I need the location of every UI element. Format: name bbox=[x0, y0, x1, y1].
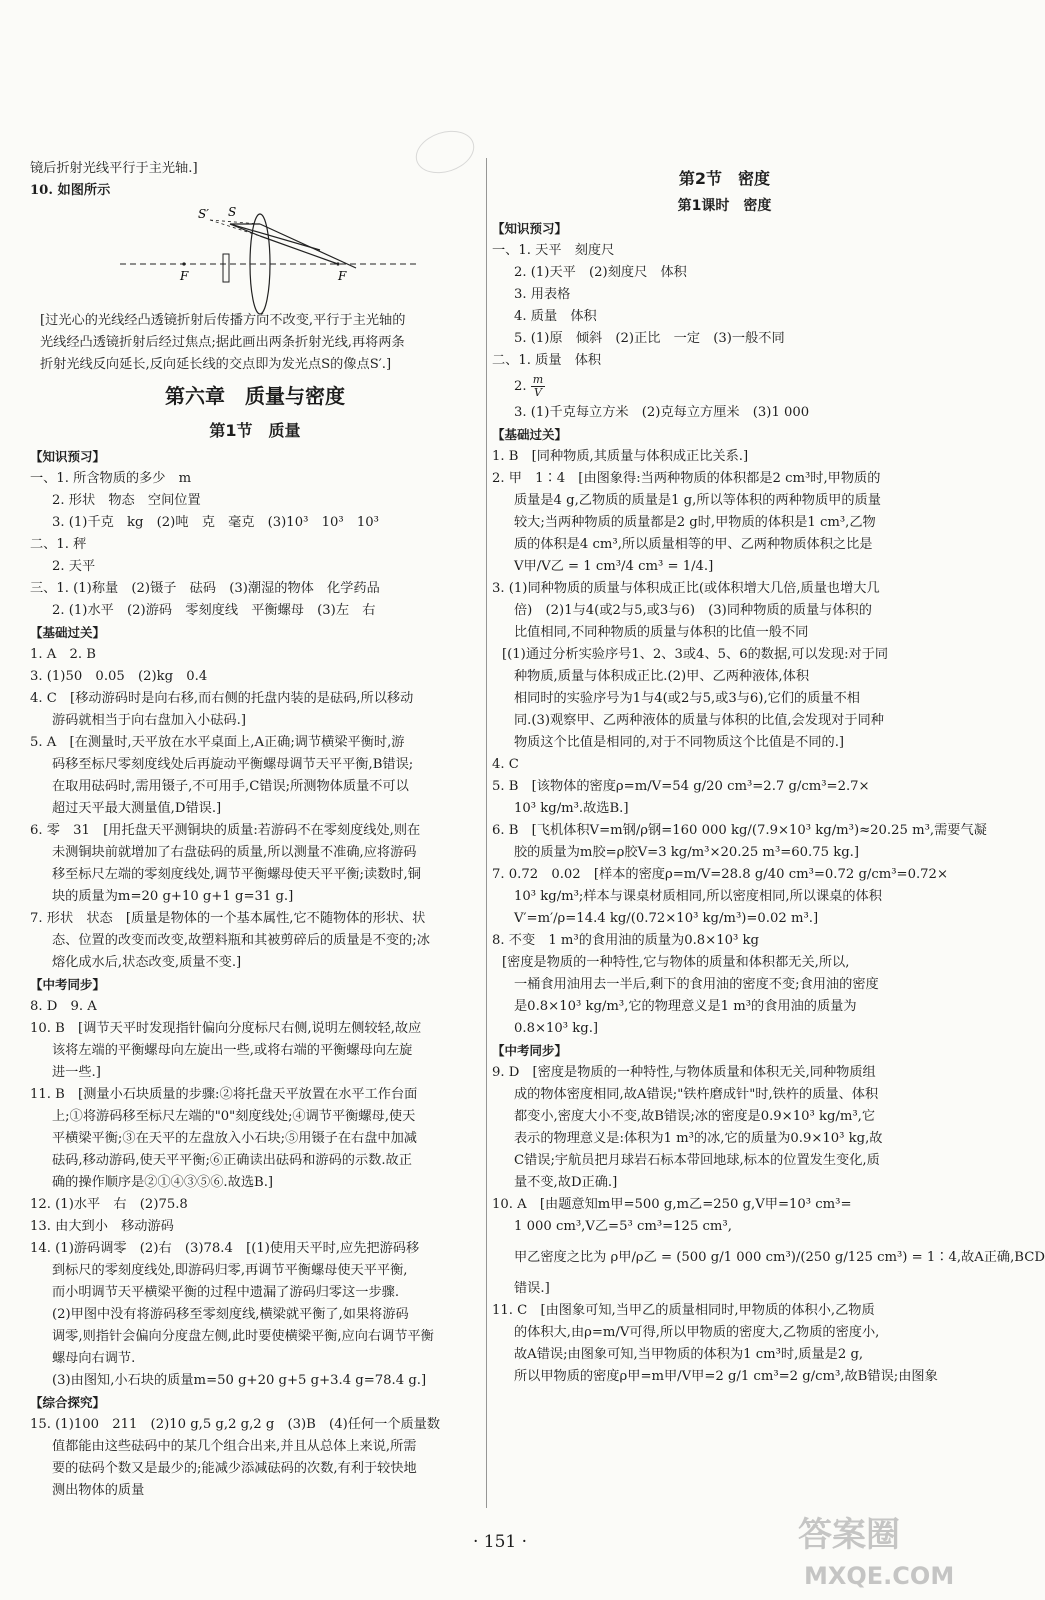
page-number: · 151 · bbox=[472, 1532, 528, 1552]
answer-line: 3. (1)同种物质的质量与体积成正比(或体积增大几倍,质量也增大几 bbox=[492, 581, 880, 596]
answer-line: 3. 用表格 bbox=[514, 287, 571, 302]
section-header-exam: 【中考同步】 bbox=[30, 977, 106, 992]
answer-line: 3. (1)50 0.05 (2)kg 0.4 bbox=[30, 669, 208, 684]
item-number: 2. bbox=[514, 379, 527, 394]
answer-line: 表示的物理意义是:体积为1 m³的冰,它的质量为0.9×10³ kg,故 bbox=[514, 1131, 883, 1146]
answer-line: 一、1. 所含物质的多少 m bbox=[30, 471, 192, 486]
question-10: 10. 如图所示 bbox=[30, 183, 111, 198]
answer-line: 码移至标尺零刻度线处后再旋动平衡螺母调节天平平衡,B错误; bbox=[52, 757, 414, 772]
answer-line: 质量是4 g,乙物质的质量是1 g,所以等体积的两种物质甲的质量 bbox=[514, 493, 881, 508]
answer-line: 2. 天平 bbox=[52, 559, 96, 574]
answer-line: 成的物体密度相同,故A错误;"铁杵磨成针"时,铁杵的质量、体积 bbox=[514, 1087, 879, 1102]
answer-line: 确的操作顺序是②①④③⑤⑥.故选B.] bbox=[52, 1175, 274, 1190]
lesson-title: 第1课时 密度 bbox=[677, 198, 772, 214]
answer-line: 2. 甲 1∶4 [由图象得:当两种物质的体积都是2 cm³时,甲物质的 bbox=[492, 471, 881, 486]
watermark-text-bottom: MXQE.COM bbox=[804, 1562, 955, 1590]
convex-lens-ray-diagram bbox=[120, 202, 420, 310]
answer-line: 质的体积是4 cm³,所以质量相等的甲、乙两种物质体积之比是 bbox=[514, 537, 873, 552]
central-ray bbox=[230, 224, 320, 250]
answer-line: 熔化成水后,状态改变,质量不变.] bbox=[52, 955, 242, 970]
answer-line: 1. B [同种物质,其质量与体积成正比关系.] bbox=[492, 449, 749, 464]
section-title: 第1节 质量 bbox=[209, 421, 301, 440]
answer-line: 一、1. 天平 刻度尺 bbox=[492, 243, 615, 258]
answer-line: 所以甲物质的密度ρ甲=m甲/V甲=2 g/1 cm³=2 g/cm³,故B错误;由图象 bbox=[514, 1369, 938, 1384]
explanation-line: 折射光线反向延长,反向延长线的交点即为发光点S的像点S′.] bbox=[40, 357, 392, 372]
answer-line: 10³ kg/m³;样本与课桌材质相同,所以密度相同,所以课桌的体积 bbox=[514, 889, 882, 904]
answer-line: 15. (1)100 211 (2)10 g,5 g,2 g,2 g (3)B (4)任何一个质量数 bbox=[30, 1417, 441, 1432]
answer-line: 二、1. 秤 bbox=[30, 537, 87, 552]
answer-line: 要的砝码个数又是最少的;能减少添减砝码的次数,有利于较快地 bbox=[52, 1461, 417, 1476]
answer-line: 3. (1)千克 kg (2)吨 克 毫克 (3)10³ 10³ 10³ bbox=[52, 515, 379, 530]
answer-line: 平横梁平衡;③在天平的左盘放入小石块;⑤用镊子在右盘中加减 bbox=[52, 1131, 417, 1146]
answer-line: 进一些.] bbox=[52, 1065, 101, 1080]
chapter-title: 第六章 质量与密度 bbox=[165, 384, 345, 408]
answer-line: 螺母向右调节. bbox=[52, 1351, 136, 1366]
answer-line: 10. B [调节天平时发现指针偏向分度标尺右侧,说明左侧较轻,故应 bbox=[30, 1021, 422, 1036]
left-column bbox=[30, 158, 480, 1502]
answer-line: 比值相同,不同种物质的质量与体积的比值一般不同 bbox=[514, 625, 809, 640]
answer-line: 1 000 cm³,V乙=5³ cm³=125 cm³, bbox=[514, 1219, 732, 1234]
section-title: 第2节 密度 bbox=[678, 169, 771, 188]
answer-line: 而小明调节天平横梁平衡的过程中遗漏了游码归零这一步骤. bbox=[52, 1285, 400, 1300]
answer-line: 故A错误;由图象可知,当甲物质的体积为1 cm³时,质量是2 g, bbox=[514, 1347, 864, 1362]
object-mark bbox=[223, 254, 229, 282]
section-header-preview: 【知识预习】 bbox=[492, 221, 568, 236]
answer-line: 0.8×10³ kg.] bbox=[514, 1021, 599, 1036]
text-line: 镜后折射光线平行于主光轴.] bbox=[30, 161, 198, 176]
answer-line: 倍) (2)1与4(或2与5,或3与6) (3)同种物质的质量与体积的 bbox=[514, 603, 872, 618]
answer-line: 8. 不变 1 m³的食用油的质量为0.8×10³ kg bbox=[492, 933, 759, 948]
answer-line: 7. 0.72 0.02 [样本的密度ρ=m/V=28.8 g/40 cm³=0.72 g/cm³=0.72× bbox=[492, 867, 948, 882]
answer-line: 调零,则指针会偏向分度盘左侧,此时要使横梁平衡,应向右调节平衡 bbox=[52, 1329, 434, 1344]
section-header-basic: 【基础过关】 bbox=[30, 625, 106, 640]
answer-line: 胶的质量为m胶=ρ胶V=3 kg/m³×20.25 m³=60.75 kg.] bbox=[514, 845, 859, 860]
watermark-text-top: 答案圈 bbox=[798, 1515, 900, 1555]
answer-line: C错误;宇航员把月球岩石标本带回地球,标本的位置发生变化,质 bbox=[514, 1153, 880, 1168]
section-header-exam: 【中考同步】 bbox=[492, 1043, 568, 1058]
answer-line: 测出物体的质量 bbox=[52, 1483, 145, 1498]
answer-line: 10³ kg/m³.故选B.] bbox=[514, 801, 629, 816]
answer-line: 6. 零 31 [用托盘天平测铜块的质量:若游码不在零刻度线处,则在 bbox=[30, 823, 421, 838]
answer-line: 上;①将游码移至标尺左端的"0"刻度线处;④调节平衡螺母,使天 bbox=[52, 1109, 416, 1124]
answer-line: 量不变,故D正确.] bbox=[514, 1175, 618, 1190]
answer-line: 1. A 2. B bbox=[30, 647, 96, 662]
answer-line: 超过天平最大测量值,D错误.] bbox=[52, 801, 222, 816]
answer-line: 值都能由这些砝码中的某几个组合出来,并且从总体上来说,所需 bbox=[52, 1439, 417, 1454]
answer-line: 12. (1)水平 右 (2)75.8 bbox=[30, 1197, 188, 1212]
answer-line: 块的质量为m=20 g+10 g+1 g=31 g.] bbox=[52, 889, 294, 904]
answer-line: 态、位置的改变而改变,故塑料瓶和其被剪碎后的质量是不变的;冰 bbox=[52, 933, 430, 948]
right-column bbox=[492, 158, 1045, 1388]
answer-line: 二、1. 质量 体积 bbox=[492, 353, 602, 368]
answer-line: 7. 形状 状态 [质量是物体的一个基本属性,它不随物体的形状、状 bbox=[30, 911, 426, 926]
section-header-comprehensive: 【综合探究】 bbox=[30, 1395, 106, 1410]
answer-line: 9. D [密度是物质的一种特性,与物体质量和体积无关,同种物质组 bbox=[492, 1065, 876, 1080]
answer-line: V′=m′/ρ=14.4 kg/(0.72×10³ kg/m³)=0.02 m³.] bbox=[514, 911, 819, 926]
answer-line: 甲乙密度之比为 ρ甲/ρ乙 = (500 g/1 000 cm³)/(250 g/125 cm³) = 1∶4,故A正确,BCD bbox=[514, 1250, 1045, 1265]
answer-line: 三、1. (1)称量 (2)镊子 砝码 (3)潮湿的物体 化学药品 bbox=[30, 581, 380, 596]
answer-line: [密度是物质的一种特性,它与物体的质量和体积都无关,所以, bbox=[502, 955, 850, 970]
section-header-preview: 【知识预习】 bbox=[30, 449, 106, 464]
answer-line: 11. C [由图象可知,当甲乙的质量相同时,甲物质的体积小,乙物质 bbox=[492, 1303, 875, 1318]
answer-line: 游码就相当于向右盘加入小砝码.] bbox=[52, 713, 246, 728]
answer-line: 6. B [飞机体积V=m钢/ρ钢=160 000 kg/(7.9×10³ kg/m³)≈20.25 m³,需要气凝 bbox=[492, 823, 987, 838]
answer-line: 的体积大,由ρ=m/V可得,所以甲物质的密度大,乙物质的密度小, bbox=[514, 1325, 880, 1340]
answer-line: 都变小,密度大小不变,故B错误;冰的密度是0.9×10³ kg/m³,它 bbox=[514, 1109, 876, 1124]
answer-line: 10. A [由题意知m甲=500 g,m乙=250 g,V甲=10³ cm³= bbox=[492, 1197, 852, 1212]
section-header-basic: 【基础过关】 bbox=[492, 427, 568, 442]
answer-line-fraction bbox=[492, 372, 957, 402]
answer-line: 11. B [测量小石块质量的步骤:②将托盘天平放置在水平工作台面 bbox=[30, 1087, 418, 1102]
answer-line: 2. 形状 物态 空间位置 bbox=[52, 493, 201, 508]
answer-line: 物质这个比值是相同的,对于不同物质这个比值是不同的.] bbox=[514, 735, 845, 750]
label-s: S bbox=[228, 205, 237, 219]
answer-line: 种物质,质量与体积成正比.(2)甲、乙两种液体,体积 bbox=[514, 669, 810, 684]
answer-line: (2)甲图中没有将游码移至零刻度线,横梁就平衡了,如果将游码 bbox=[52, 1307, 409, 1322]
answer-line: 在取用砝码时,需用镊子,不可用手,C错误;所测物体质量不可以 bbox=[52, 779, 409, 794]
answer-line: 5. (1)原 倾斜 (2)正比 一定 (3)一般不同 bbox=[514, 331, 785, 346]
label-f-right: F bbox=[338, 269, 347, 283]
answer-line: 13. 由大到小 移动游码 bbox=[30, 1219, 174, 1234]
explanation-line: 光线经凸透镜折射后经过焦点;据此画出两条折射光线,再将两条 bbox=[40, 335, 405, 350]
watermark-logo bbox=[790, 1502, 980, 1594]
answer-line: 2. (1)水平 (2)游码 零刻度线 平衡螺母 (3)左 右 bbox=[52, 603, 376, 618]
answer-line: [(1)通过分析实验序号1、2、3或4、5、6的数据,可以发现:对于同 bbox=[502, 647, 889, 662]
answer-line: 移至标尺左端的零刻度线处,调节平衡螺母使天平平衡;读数时,铜 bbox=[52, 867, 421, 882]
answer-line: 较大;当两种物质的质量都是2 g时,甲物质的体积是1 cm³,乙物 bbox=[514, 515, 876, 530]
answer-line: 4. C bbox=[492, 757, 519, 772]
answer-line: 2. (1)天平 (2)刻度尺 体积 bbox=[514, 265, 687, 280]
answer-line: 一桶食用油用去一半后,剩下的食用油的密度不变;食用油的密度 bbox=[514, 977, 879, 992]
answer-line: 该将左端的平衡螺母向左旋出一些,或将右端的平衡螺母向左旋 bbox=[52, 1043, 413, 1058]
label-s-prime: S′ bbox=[198, 207, 209, 221]
answer-line: 是0.8×10³ kg/m³,它的物理意义是1 m³的食用油的质量为 bbox=[514, 999, 857, 1014]
fraction-denominator: V bbox=[534, 386, 542, 399]
answer-line: 14. (1)游码调零 (2)右 (3)78.4 [(1)使用天平时,应先把游码移 bbox=[30, 1241, 420, 1256]
answer-line: 5. B [该物体的密度ρ=m/V=54 g/20 cm³=2.7 g/cm³=2.7× bbox=[492, 779, 870, 794]
answer-line: 到标尺的零刻度线处,即游码归零,再调节平衡螺母使天平平衡, bbox=[52, 1263, 408, 1278]
fraction-m-over-v bbox=[531, 374, 545, 399]
label-f-left: F bbox=[180, 269, 189, 283]
answer-line: 4. 质量 体积 bbox=[514, 309, 597, 324]
answer-line: 8. D 9. A bbox=[30, 999, 97, 1014]
explanation-line: [过光心的光线经凸透镜折射后传播方向不改变,平行于主光轴的 bbox=[40, 313, 406, 328]
answer-line: 5. A [在测量时,天平放在水平桌面上,A正确;调节横梁平衡时,游 bbox=[30, 735, 405, 750]
answer-line: 未测铜块前就增加了右盘砝码的质量,所以测量不准确,应将游码 bbox=[52, 845, 417, 860]
answer-line: (3)由图知,小石块的质量m=50 g+20 g+5 g+3.4 g=78.4 g.] bbox=[52, 1373, 427, 1388]
answer-line: 4. C [移动游码时是向右移,而右侧的托盘内装的是砝码,所以移动 bbox=[30, 691, 414, 706]
fraction-numerator: m bbox=[532, 373, 544, 386]
lens-diagram bbox=[30, 202, 480, 310]
answer-line: 砝码,移动游码,使天平平衡;⑥正确读出砝码和游码的示数.故正 bbox=[52, 1153, 412, 1168]
answer-line: 同.(3)观察甲、乙两种液体的质量与体积的比值,会发现对于同种 bbox=[514, 713, 884, 728]
column-divider bbox=[486, 158, 487, 1508]
refracted-ray-1 bbox=[260, 236, 338, 264]
answer-line: 相同时的实验序号为1与4(或2与5,或3与6),它们的质量不相 bbox=[514, 691, 860, 706]
answer-line: V甲/V乙 = 1 cm³/4 cm³ = 1/4.] bbox=[514, 559, 714, 574]
answer-line: 错误.] bbox=[514, 1281, 550, 1296]
answer-line: 3. (1)千克每立方米 (2)克每立方厘米 (3)1 000 bbox=[514, 405, 810, 420]
